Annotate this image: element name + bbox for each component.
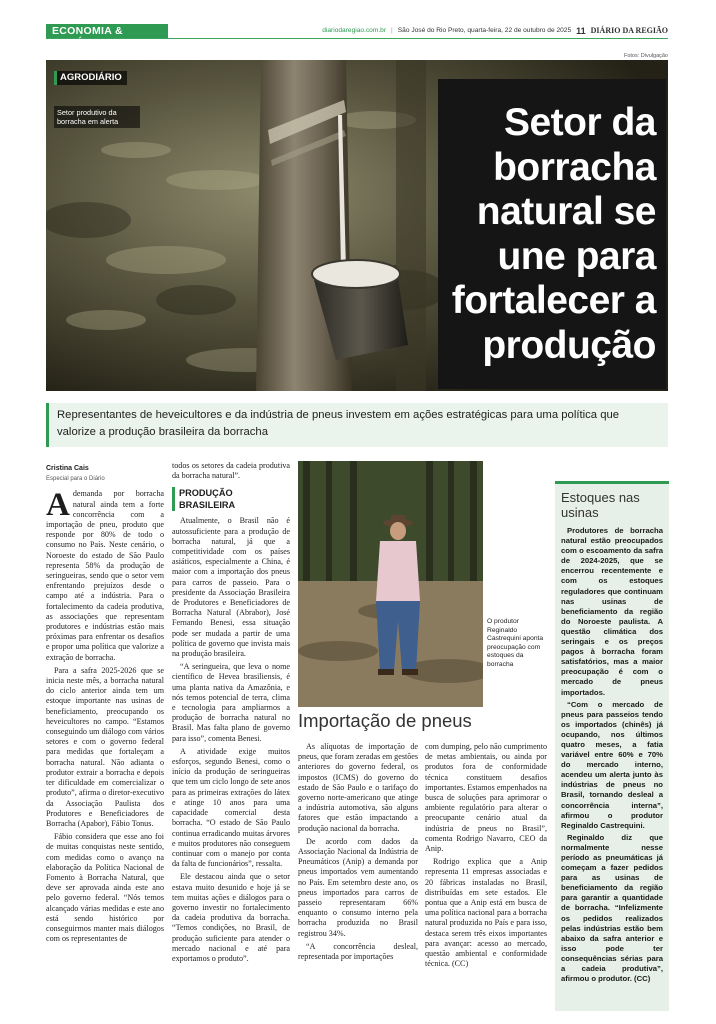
- newspaper-page: [36, 20, 676, 1020]
- paragraph: todos os setores da cadeia produtiva da borracha natural”.: [172, 461, 290, 481]
- sidebar-title: Estoques nas usinas: [561, 490, 640, 520]
- top-meta: [322, 26, 668, 36]
- photo-credit: Fotos: Divulgação: [623, 53, 668, 59]
- paragraph: Rodrigo explica que a Anip representa 11 empresas associadas e 20 fábricas instaladas no Brasil, distribuídas em sete estados. Ele pontua que a Anip está em busca de uma política nacional para a borracha natural produzida no País e para isso, destaca serem três eixos importantes para avançar: acesso ao mercado, questão ambiental e conformidade técnica. (CC): [425, 857, 547, 969]
- drop-cap: A: [46, 487, 70, 524]
- paragraph: Atualmente, o Brasil não é autossuficiente para a produção de borracha natural, já que a competitividade com os países asiáticos, especialmente a China, é maior com a importação dos pneus para carros de passeio. Para o presidente da Associação Brasileira de Produtores e Beneficiadores de Borracha Natural (Abrabor), José Fernando Benesi, essa situação pode ser mudada a partir de uma política de governo que invista mais na produção brasileira.: [172, 516, 290, 659]
- paragraph: Fábio considera que esse ano foi de muitas conquistas neste sentido, com medidas como o avanço na elaboração da Política Nacional de Fomento à Borracha Natural, que deve ser aprovada ainda este ano pelo governo federal. “Nós temos alcançado várias medidas e este ano está sendo histórico por conseguirmos manter mais diálogos com os representantes de: [46, 832, 164, 944]
- top-bar: [46, 23, 668, 49]
- hero-photo: [46, 60, 668, 391]
- author-name: Cristina Cais: [46, 465, 89, 472]
- paragraph: Para a safra 2025-2026 que se inicia neste mês, a borracha natural do ciclo anterior ainda tem um estoque importante nas usinas de beneficiamento, preocupando os heveicultores no campo. “Estamos conseguindo um diálogo com vários setores e com o governo federal para medidas que fortaleçam a borracha natural. Não adianta o produtor extrair a borracha e depois ter dificuldade em comercializar o produto”, afirma o diretor-executivo da Associação Paulista dos Produtores e Beneficiadores de Borracha (Apabor), Fábio Tonus.: [46, 665, 164, 828]
- separator: |: [391, 27, 393, 34]
- sidebar-paragraph: “Com o mercado de pneus para passeios tendo os importados (chinês) já ocupando, nos últimos quatro meses, a fatia variável entre 60% e 70% do mercado interno, acendeu um alerta junto às indústrias de pneus no Brasil, tornando desleal a concorrência interna”, afirmou o produtor Reginaldo Castrequini.: [561, 699, 663, 830]
- dateline: São José do Rio Preto, quarta-feira, 22 de outubro de 2025: [397, 27, 572, 34]
- sidebar-paragraph: Produtores de borracha natural estão preocupados com o escoamento da safra de 2024-2025, que se encerrou recentemente e com os estoques reguladores que continuam nas usinas de beneficiamento da região do Noroeste paulista. A questão climática dos seringais e os preços pagos à borracha foram satisfatórios, mas a maior preocupação é com o mercado de pneus importados.: [561, 526, 663, 697]
- site-link[interactable]: diariodaregiao.com.br: [322, 27, 387, 34]
- sidebar-body: [561, 526, 663, 984]
- producer-photo: [298, 461, 483, 707]
- paragraph: Ele destacou ainda que o setor estava muito desunido e hoje já se tem muitas ações e diálogos para o governo investir no fortalecimento da cadeia produtiva da borracha. “Temos condições, no Brasil, de produção suficiente para atender o mercado nacional e até para exportamos o produto”.: [172, 872, 290, 963]
- subsection-heading: PRODUÇÃO BRASILEIRA: [172, 487, 290, 511]
- article-column-1: [46, 464, 164, 1014]
- sidebar-paragraph: Reginaldo diz que normalmente nesse período as pneumáticas já começam a fazer pedidos para as usinas de beneficiamento da região para garantir a quantidade de borracha. “Infelizmente os pedidos realizados pelas indústrias estão bem abaixo da safra anterior e isso pode ter consequências sérias para a cadeia produtiva”, afirmou o produtor. (CC): [561, 832, 663, 984]
- article-column-2: [172, 461, 290, 1014]
- paragraph: com dumping, pelo não cumprimento de metas ambientais, ou ainda por produtos fora de conformidade técnica constituem desafios importantes. Estamos empenhados na busca de soluções para aprimorar o ambiente regulatório para alterar o preocupante cenário atual da indústria de pneus no Brasil”, comenta Rodrigo Navarro, CEO da Anip.: [425, 742, 547, 854]
- kicker-label: AGRODIÁRIO: [54, 71, 127, 85]
- paragraph: De acordo com dados da Associação Nacional da Indústria de Pneumáticos (Anip) a demanda por pneus importados vem aumentando no País. Em setembro deste ano, os pneus importados para carros de passeio representaram 66% enquanto o consumo interno pela borracha produzida no Brasil registrou 34%.: [298, 836, 418, 938]
- author-role: Especial para o Diário: [46, 476, 105, 483]
- sidebar-box: [555, 481, 669, 1011]
- photo-caption: O produtor Reginaldo Castrequini aponta preocupação com estoques da borracha: [487, 618, 544, 668]
- paragraph: A atividade exige muitos esforços, segundo Benesi, como o início da produção de seringueiras que tem um ciclo longo de sete anos para as primeiras extrações do látex e atinge 10 anos para uma capacidade comercial desta borracha. “O estado de São Paulo continua erradicando muitas árvores e muitos produtores não conseguem continuar com o manejo por conta da falta de funcionários”, ressalta.: [172, 746, 290, 869]
- section-heading: Importação de pneus: [298, 710, 472, 731]
- article-column-4: [425, 742, 547, 1014]
- subheadline: Representantes de heveicultores e da indústria de pneus investem em ações estratégicas para uma política que valorize a produção brasileira da borracha: [46, 403, 668, 447]
- paragraph: Ademanda por borracha natural ainda tem a forte concorrência com a importação de pneu, produto que responde por 80% de todo o consumo no País. Neste cenário, o Noroeste do estado de São Paulo representa 58% da produção de seringueiras, sendo que o setor vem enfrentando prejuízos desde o campo até a indústria. Para o fortalecimento da cadeia produtiva, as associações que representam produtores e indústrias estão mais próximas para enfrentar os desafios e propor uma política que valorize a extração de borracha.: [46, 487, 164, 662]
- page-number: 11: [576, 25, 586, 36]
- hero-caption: Setor produtivo da borracha em alerta: [54, 106, 140, 128]
- paragraph: “A concorrência desleal, representada por importações: [298, 941, 418, 962]
- paragraph: As alíquotas de importação de pneus, que foram zeradas em gestões anteriores do governo federal, os impostos (ICMS) do governo do estado de São Paulo e o tarifaço do governo norte-americano que atinge a indústria automotiva, são alguns fatores que estão impactando a produção nacional da borracha.: [298, 742, 418, 833]
- article-column-3: [298, 742, 418, 1014]
- section-tag: ECONOMIA & NEGÓCIOS: [46, 24, 168, 38]
- producer-image: [298, 461, 483, 707]
- brand-logo: DIÁRIO DA REGIÃO: [590, 26, 668, 35]
- headline: Setor da borracha natural se une para fortalecer a produção: [451, 101, 656, 367]
- headline-panel: [438, 79, 666, 389]
- paragraph: “A seringueira, que leva o nome científico de Hevea brasiliensis, é uma planta nativa da Amazônia, e nós temos potencial de terra, clima e tecnologia para ampliarmos a produção de borracha natural no Brasil. Mas falta plano de governo para isso”, comenta Benesi.: [172, 662, 290, 743]
